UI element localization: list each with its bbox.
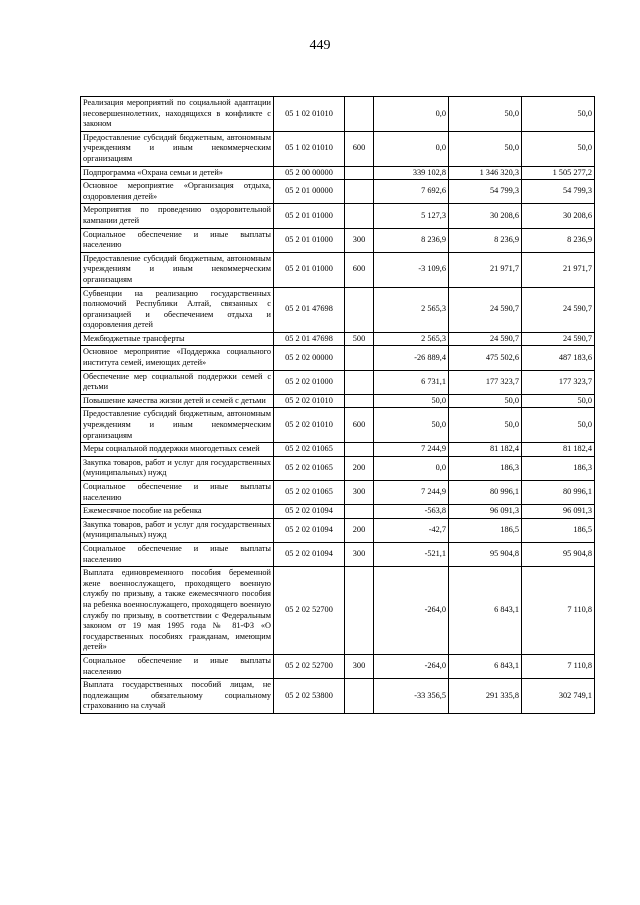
expense-name-cell: Повышение качества жизни детей и семей с детьми [81,394,274,408]
amount-year2-cell: 24 590,7 [449,287,522,332]
target-code-cell: 05 2 01 01000 [274,252,345,287]
expense-type-cell [345,287,374,332]
target-code-cell: 05 1 02 01010 [274,131,345,166]
amount-year3-cell: 54 799,3 [522,180,595,204]
expense-type-cell: 600 [345,131,374,166]
table-row [81,346,595,370]
expense-name-cell: Социальное обеспечение и иные выплаты населению [81,481,274,505]
amount-year2-cell: 177 323,7 [449,370,522,394]
amount-year3-cell: 30 208,6 [522,204,595,228]
expense-type-cell [345,394,374,408]
amount-change-cell: 50,0 [374,394,449,408]
amount-year2-cell: 6 843,1 [449,654,522,678]
table-row [81,542,595,566]
amount-year3-cell: 487 183,6 [522,346,595,370]
target-code-cell: 05 2 01 00000 [274,180,345,204]
page-number: 449 [309,38,331,53]
table-row [81,180,595,204]
expense-type-cell: 600 [345,252,374,287]
expense-name-cell: Социальное обеспечение и иные выплаты населению [81,654,274,678]
amount-year2-cell: 80 996,1 [449,481,522,505]
target-code-cell: 05 2 02 01094 [274,505,345,519]
table-row [81,518,595,542]
expense-name-cell: Ежемесячное пособие на ребенка [81,505,274,519]
table-row [81,456,595,480]
amount-year2-cell: 54 799,3 [449,180,522,204]
expense-type-cell: 200 [345,518,374,542]
expense-name-cell: Предоставление субсидий бюджетным, автономным учреждениям и иным некоммерческим организациям [81,131,274,166]
amount-year2-cell: 50,0 [449,408,522,443]
target-code-cell: 05 2 01 47698 [274,287,345,332]
expense-name-cell: Закупка товаров, работ и услуг для государственных (муниципальных) нужд [81,456,274,480]
amount-year3-cell: 24 590,7 [522,332,595,346]
expense-type-cell [345,505,374,519]
amount-year3-cell: 186,5 [522,518,595,542]
amount-change-cell: -33 356,5 [374,679,449,714]
amount-change-cell: 2 565,3 [374,287,449,332]
expense-name-cell: Предоставление субсидий бюджетным, автономным учреждениям и иным некоммерческим организациям [81,252,274,287]
amount-year3-cell: 50,0 [522,408,595,443]
target-code-cell: 05 2 02 01065 [274,481,345,505]
amount-year2-cell: 50,0 [449,131,522,166]
amount-year2-cell: 95 904,8 [449,542,522,566]
target-code-cell: 05 2 02 01065 [274,456,345,480]
amount-change-cell: -42,7 [374,518,449,542]
expense-name-cell: Реализация мероприятий по социальной адаптации несовершеннолетних, находящихся в конфликте с законом [81,97,274,132]
amount-year2-cell: 475 502,6 [449,346,522,370]
target-code-cell: 05 1 02 01010 [274,97,345,132]
amount-year2-cell: 1 346 320,3 [449,166,522,180]
amount-change-cell: 0,0 [374,131,449,166]
table-row [81,408,595,443]
expense-name-cell: Основное мероприятие «Поддержка социального института семей, имеющих детей» [81,346,274,370]
amount-change-cell: -521,1 [374,542,449,566]
amount-year2-cell: 24 590,7 [449,332,522,346]
amount-change-cell: 0,0 [374,456,449,480]
target-code-cell: 05 2 02 01010 [274,408,345,443]
amount-year3-cell: 50,0 [522,394,595,408]
target-code-cell: 05 2 01 01000 [274,204,345,228]
amount-change-cell: -26 889,4 [374,346,449,370]
amount-year2-cell: 21 971,7 [449,252,522,287]
target-code-cell: 05 2 02 01065 [274,443,345,457]
expense-type-cell: 300 [345,542,374,566]
expense-name-cell: Выплата государственных пособий лицам, не подлежащим обязательному социальному страхованию на случай [81,679,274,714]
table-row [81,394,595,408]
target-code-cell: 05 2 02 52700 [274,654,345,678]
expense-type-cell [345,204,374,228]
table-row [81,131,595,166]
amount-year3-cell: 186,3 [522,456,595,480]
amount-year3-cell: 1 505 277,2 [522,166,595,180]
amount-year2-cell: 6 843,1 [449,567,522,655]
target-code-cell: 05 2 01 01000 [274,228,345,252]
expense-type-cell [345,346,374,370]
expense-type-cell: 300 [345,481,374,505]
expense-type-cell: 300 [345,228,374,252]
amount-year3-cell: 7 110,8 [522,567,595,655]
amount-year2-cell: 291 335,8 [449,679,522,714]
amount-change-cell: -264,0 [374,567,449,655]
expense-name-cell: Мероприятия по проведению оздоровительной кампании детей [81,204,274,228]
target-code-cell: 05 2 01 47698 [274,332,345,346]
expense-name-cell: Закупка товаров, работ и услуг для государственных (муниципальных) нужд [81,518,274,542]
amount-year2-cell: 50,0 [449,394,522,408]
expense-name-cell: Обеспечение мер социальной поддержки семей с детьми [81,370,274,394]
table-row [81,370,595,394]
table-row [81,567,595,655]
amount-change-cell: -264,0 [374,654,449,678]
amount-year3-cell: 50,0 [522,97,595,132]
expense-type-cell: 500 [345,332,374,346]
expense-name-cell: Межбюджетные трансферты [81,332,274,346]
expense-type-cell [345,97,374,132]
target-code-cell: 05 2 02 53800 [274,679,345,714]
expense-name-cell: Предоставление субсидий бюджетным, автономным учреждениям и иным некоммерческим организациям [81,408,274,443]
table-row [81,228,595,252]
amount-change-cell: 0,0 [374,97,449,132]
amount-year3-cell: 302 749,1 [522,679,595,714]
target-code-cell: 05 2 02 01010 [274,394,345,408]
expense-type-cell [345,370,374,394]
amount-year3-cell: 50,0 [522,131,595,166]
table-row [81,287,595,332]
table-row [81,97,595,132]
expense-type-cell [345,567,374,655]
table-row [81,204,595,228]
table-row [81,443,595,457]
target-code-cell: 05 2 02 01094 [274,542,345,566]
amount-change-cell: 7 244,9 [374,481,449,505]
expense-type-cell: 600 [345,408,374,443]
target-code-cell: 05 2 02 52700 [274,567,345,655]
target-code-cell: 05 2 02 01000 [274,370,345,394]
expense-type-cell [345,679,374,714]
expense-type-cell [345,443,374,457]
expense-name-cell: Подпрограмма «Охрана семьи и детей» [81,166,274,180]
amount-change-cell: -3 109,6 [374,252,449,287]
amount-year3-cell: 8 236,9 [522,228,595,252]
amount-year2-cell: 96 091,3 [449,505,522,519]
expense-name-cell: Выплата единовременного пособия беременной жене военнослужащего, проходящего военную службу по призыву, а также ежемесячного пособия на ребенка военнослужащего, проходящего военную службу по призыву, в соответствии с Федеральным законом от 19 мая 1995 года № 81-ФЗ «О государственных пособиях гражданам, имеющим детей» [81,567,274,655]
amount-year3-cell: 7 110,8 [522,654,595,678]
table-row [81,166,595,180]
amount-year3-cell: 21 971,7 [522,252,595,287]
amount-change-cell: 5 127,3 [374,204,449,228]
amount-change-cell: 8 236,9 [374,228,449,252]
amount-year3-cell: 177 323,7 [522,370,595,394]
amount-change-cell: 339 102,8 [374,166,449,180]
table-row [81,654,595,678]
expense-name-cell: Субвенции на реализацию государственных полномочий Республики Алтай, связанных с организацией и обеспечением отдыха и оздоровления детей [81,287,274,332]
amount-year3-cell: 80 996,1 [522,481,595,505]
amount-change-cell: 7 692,6 [374,180,449,204]
amount-year2-cell: 50,0 [449,97,522,132]
amount-change-cell: 50,0 [374,408,449,443]
budget-table [80,96,595,714]
target-code-cell: 05 2 02 00000 [274,346,345,370]
amount-change-cell: 6 731,1 [374,370,449,394]
amount-year2-cell: 30 208,6 [449,204,522,228]
expense-name-cell: Социальное обеспечение и иные выплаты населению [81,542,274,566]
table-row [81,679,595,714]
table-row [81,505,595,519]
expense-type-cell [345,180,374,204]
table-row [81,332,595,346]
amount-year2-cell: 186,3 [449,456,522,480]
target-code-cell: 05 2 00 00000 [274,166,345,180]
budget-table-body [81,97,595,714]
amount-year3-cell: 95 904,8 [522,542,595,566]
amount-change-cell: -563,8 [374,505,449,519]
table-row [81,252,595,287]
expense-type-cell [345,166,374,180]
target-code-cell: 05 2 02 01094 [274,518,345,542]
table-row [81,481,595,505]
amount-year3-cell: 24 590,7 [522,287,595,332]
expense-type-cell: 300 [345,654,374,678]
amount-change-cell: 2 565,3 [374,332,449,346]
amount-year2-cell: 186,5 [449,518,522,542]
expense-name-cell: Социальное обеспечение и иные выплаты населению [81,228,274,252]
amount-year2-cell: 8 236,9 [449,228,522,252]
amount-year3-cell: 96 091,3 [522,505,595,519]
expense-name-cell: Основное мероприятие «Организация отдыха, оздоровления детей» [81,180,274,204]
amount-year2-cell: 81 182,4 [449,443,522,457]
expense-type-cell: 200 [345,456,374,480]
expense-name-cell: Меры социальной поддержки многодетных семей [81,443,274,457]
amount-change-cell: 7 244,9 [374,443,449,457]
amount-year3-cell: 81 182,4 [522,443,595,457]
